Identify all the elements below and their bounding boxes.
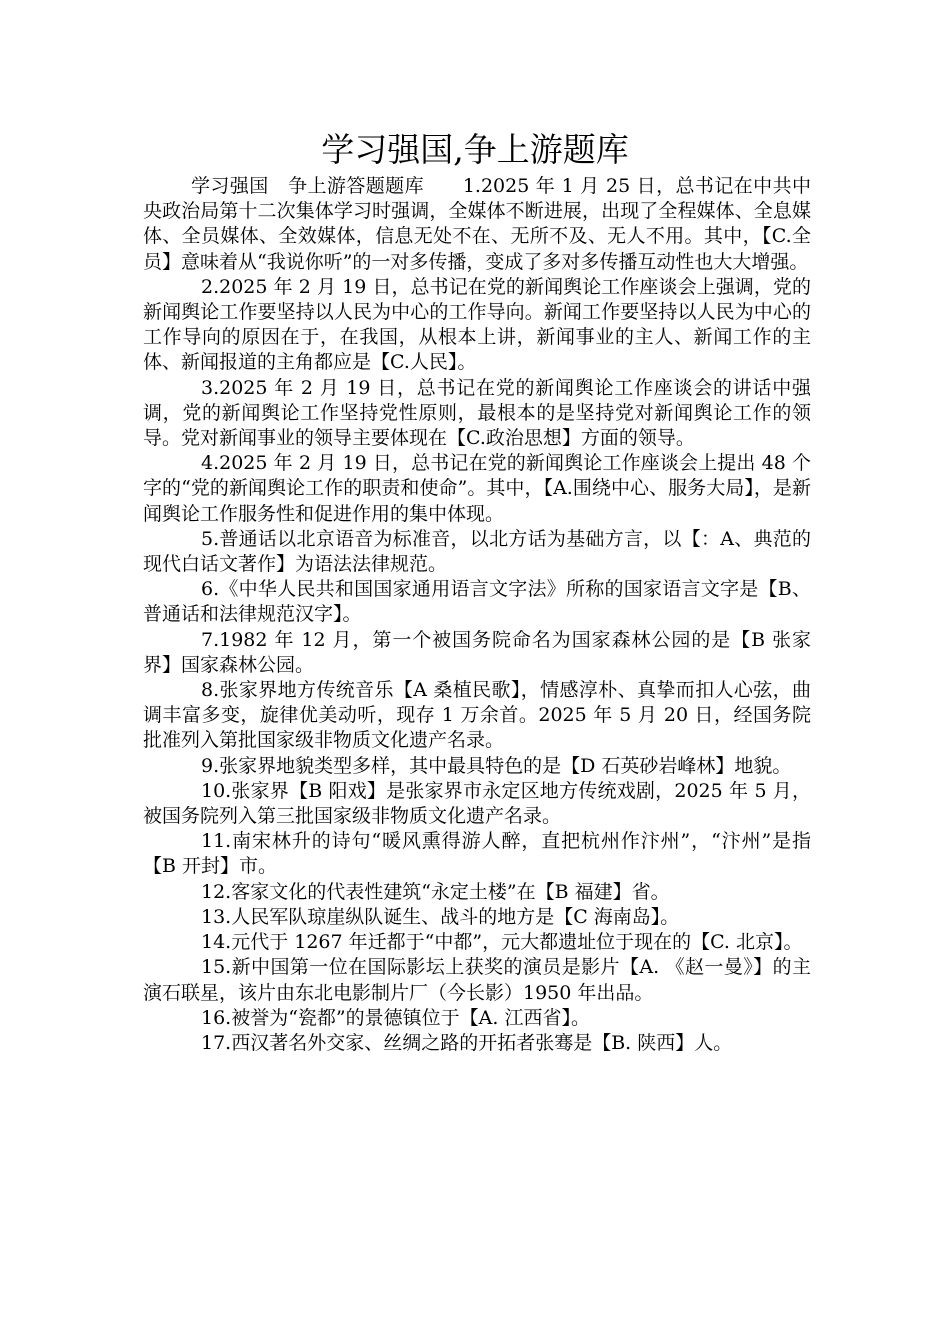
question-paragraph-15: 15.新中国第一位在国际影坛上获奖的演员是影片【A. 《赵一曼》】的主演石联星，该片由东北电影制片厂（今长影）1950 年出品。 xyxy=(143,956,811,1004)
question-paragraph-11: 11.南宋林升的诗句“暖风熏得游人醉，直把杭州作汴州”，“汴州”是指【B 开封】市。 xyxy=(143,830,811,878)
question-paragraph-7: 7.1982 年 12 月，第一个被国务院命名为国家森林公园的是【B 张家界】国家森林公园。 xyxy=(143,628,811,676)
question-paragraph-12: 12.客家文化的代表性建筑“永定土楼”在【B 福建】省。 xyxy=(201,880,670,903)
question-paragraph-10: 10.张家界【B 阳戏】是张家界市永定区地方传统戏剧，2025 年 5 月，被国务院列入第三批国家级非物质文化遗产名录。 xyxy=(143,779,811,828)
question-paragraph-5: 5.普通话以北京语音为标准音，以北方话为基础方言，以【：A、典范的现代白话文著作】为语法法律规范。 xyxy=(143,527,811,576)
question-paragraph-3: 3.2025 年 2 月 19 日，总书记在党的新闻舆论工作座谈会的讲话中强调，党的新闻舆论工作坚持党性原则，最根本的是坚持党对新闻舆论工作的领导。党对新闻事业的领导主要体现在【C.政治思想】方面的领导。 xyxy=(143,376,811,450)
question-paragraph-14: 14.元代于 1267 年迁都于“中都”，元大都遗址位于现在的【C. 北京】。 xyxy=(201,931,803,954)
question-paragraph-4: 4.2025 年 2 月 19 日，总书记在党的新闻舆论工作座谈会上提出 48 个字的“党的新闻舆论工作的职责和使命”。其中，【A.围绕中心、服务大局】，是新闻舆论工作服务性和促进作用的集中体现。 xyxy=(143,452,811,525)
question-paragraph-13: 13.人民军队琼崖纵队诞生、战斗的地方是【C 海南岛】。 xyxy=(201,905,680,928)
question-paragraph-2: 2.2025 年 2 月 19 日，总书记在党的新闻舆论工作座谈会上强调，党的新闻舆论工作要坚持以人民为中心的工作导向。新闻工作要坚持以人民为中心的工作导向的原因在于，在我国，从根本上讲，新闻事业的主人、新闻工作的主体、新闻报道的主角都应是【C.人民】。 xyxy=(143,275,811,374)
question-paragraph-17: 17.西汉著名外交家、丝绸之路的开拓者张骞是【B. 陕西】人。 xyxy=(201,1031,733,1054)
question-paragraph-1: 学习强国 争上游答题题库 1.2025 年 1 月 25 日，总书记在中共中央政治局第十二次集体学习时强调，全媒体不断进展，出现了全程媒体、全息媒体、全员媒体、全效媒体，信息无处不在、无所不及、无人不用。其中，【C.全员】意味着从“我说你听”的一对多传播，变成了多对多传播互动性也大大增强。 xyxy=(143,175,811,273)
document-body xyxy=(143,174,811,1056)
document-title: 学习强国,争上游题库 xyxy=(321,130,629,169)
question-paragraph-16: 16.被誉为“瓷都”的景德镇位于【A. 江西省】。 xyxy=(201,1006,590,1029)
question-paragraph-8: 8.张家界地方传统音乐【A 桑植民歌】，情感淳朴、真挚而扣人心弦，曲调丰富多变，旋律优美动听，现存 1 万余首。2025 年 5 月 20 日，经国务院批准列入第批国家级非物质文化遗产名录。 xyxy=(143,679,811,752)
question-paragraph-6: 6.《中华人民共和国国家通用语言文字法》所称的国家语言文字是【B、普通话和法律规范汉字】。 xyxy=(143,578,811,626)
question-paragraph-9: 9.张家界地貌类型多样，其中最具特色的是【D 石英砂岩峰林】地貌。 xyxy=(201,754,792,777)
